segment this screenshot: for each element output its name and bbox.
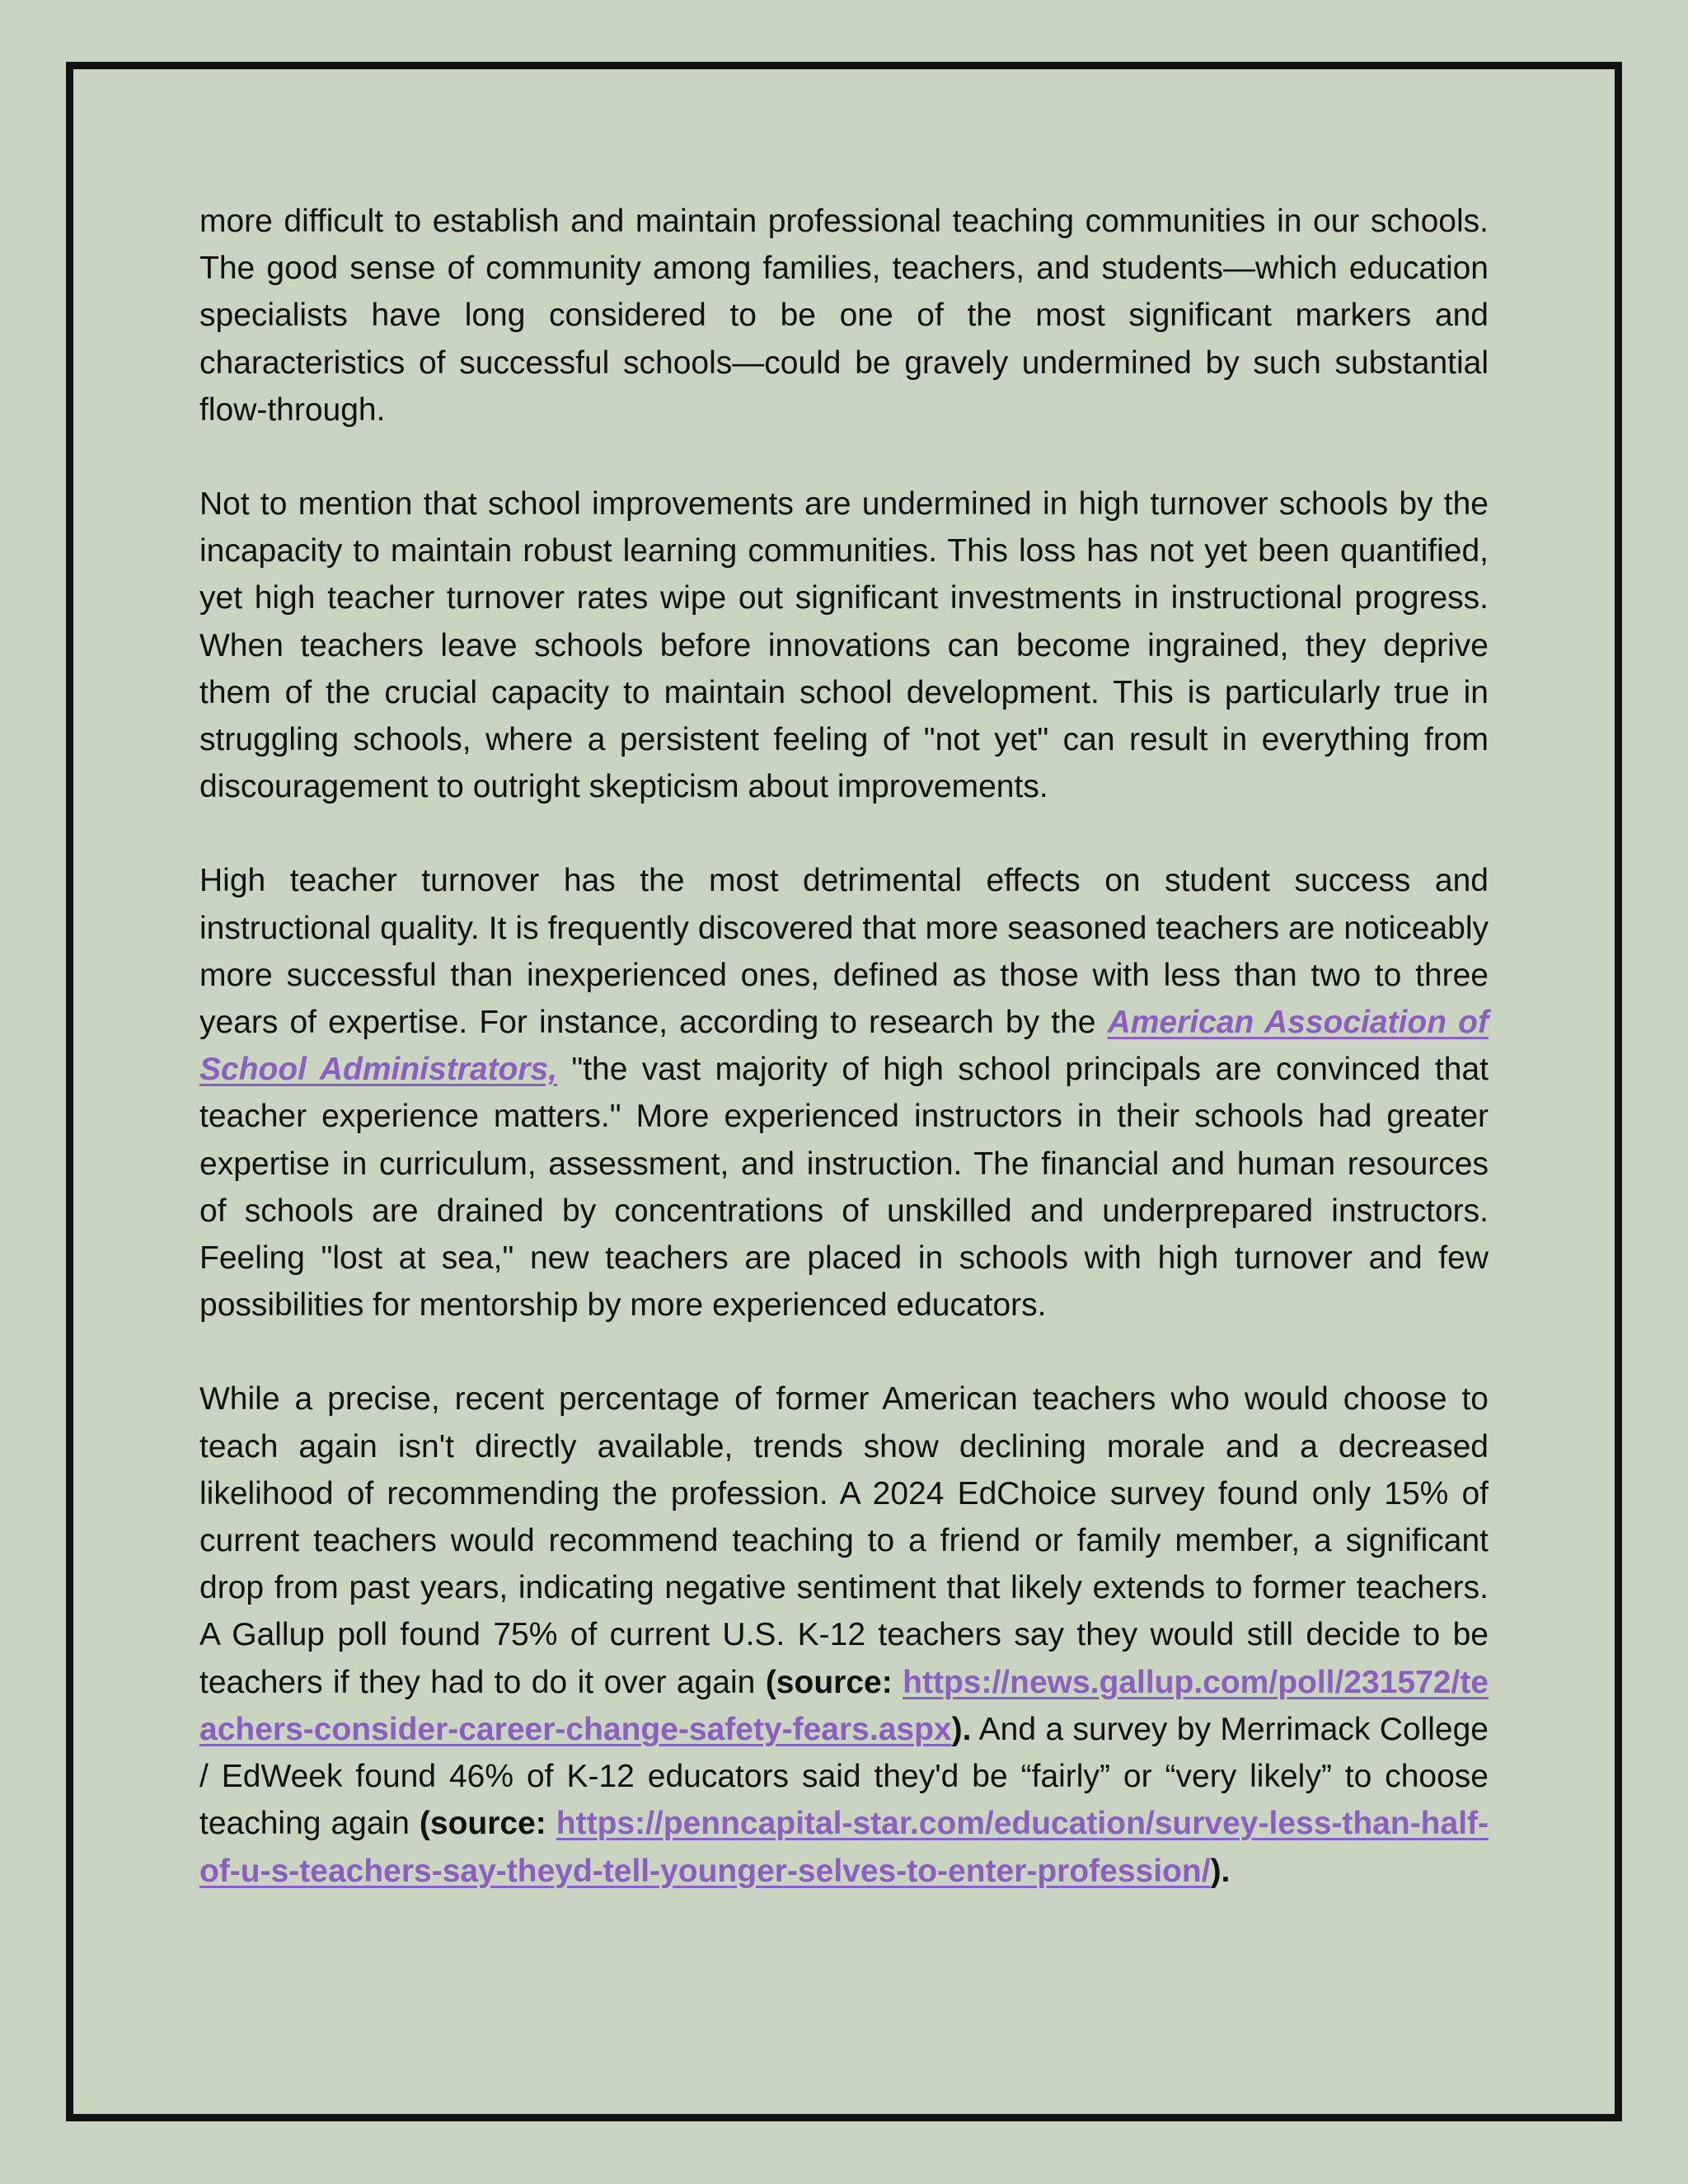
source-label-1: (source: (765, 1664, 903, 1700)
source-label-2: (source: (419, 1806, 556, 1842)
paragraph-3-text-after: "the vast majority of high school principals are convinced that teacher experience matters." More experienced instructors in their schools had greater expertise in curriculum, assessment, and instruction. The financial and human resources of schools are drained by concentrations of unskilled and underprepared instructors. Feeling "lost at sea," new teachers are placed in schools with high turnover and few possibilities for mentorship by more experienced educators. (199, 1052, 1489, 1324)
aasa-link[interactable]: American Association of School Administrators, (199, 1005, 1489, 1088)
source-close-2: ). (1210, 1853, 1231, 1889)
paragraph-4-text-part1: While a precise, recent percentage of former American teachers who would choose to teach again isn't directly available, trends show declining morale and a decreased likelihood of recommending the profession. A 2024 EdChoice survey found only 15% of current teachers would recommend teaching to a friend or family member, a significant drop from past years, indicating negative sentiment that likely extends to former teachers. A Gallup poll found 75% of current U.S. K-12 teachers say they would still decide to be teachers if they had to do it over again (199, 1381, 1489, 1700)
paragraph-4-text-part2: And a survey by Merrimack College / EdWeek found 46% of K-12 educators said they'd be “fairly” or “very likely” to choose teaching again (199, 1711, 1489, 1842)
paragraph-2: Not to mention that school improvements are undermined in high turnover schools by the incapacity to maintain robust learning communities. This loss has not yet been quantified, yet high teacher turnover rates wipe out significant investments in instructional progress. When teachers leave schools before innovations can become ingrained, they deprive them of the crucial capacity to maintain school development. This is particularly true in struggling schools, where a persistent feeling of "not yet" can result in everything from discouragement to outright skepticism about improvements. (199, 486, 1489, 805)
paragraph-1: more difficult to establish and maintain professional teaching communities in our schools. The good sense of community among families, teachers, and students—which education specialists have long considered to be one of the most significant markers and characteristics of successful schools—could be gravely undermined by such substantial flow-through. (199, 204, 1489, 428)
paragraph-4 (199, 1376, 1489, 1894)
document-body (199, 198, 1489, 1895)
penncapital-source-link[interactable]: https://penncapital-star.com/education/survey-less-than-half-of-u-s-teachers-say-theyd-tell-younger-selves-to-enter-profession/ (199, 1806, 1489, 1889)
source-close-1: ). (951, 1711, 972, 1747)
paragraph-3-text-before: High teacher turnover has the most detrimental effects on student success and instructional quality. It is frequently discovered that more seasoned teachers are noticeably more successful than inexperienced ones, defined as those with less than two to three years of expertise. For instance, according to research by the (199, 863, 1489, 1041)
gallup-source-link[interactable]: https://news.gallup.com/poll/231572/teachers-consider-career-change-safety-fears.aspx (199, 1664, 1489, 1747)
paragraph-3 (199, 857, 1489, 1329)
